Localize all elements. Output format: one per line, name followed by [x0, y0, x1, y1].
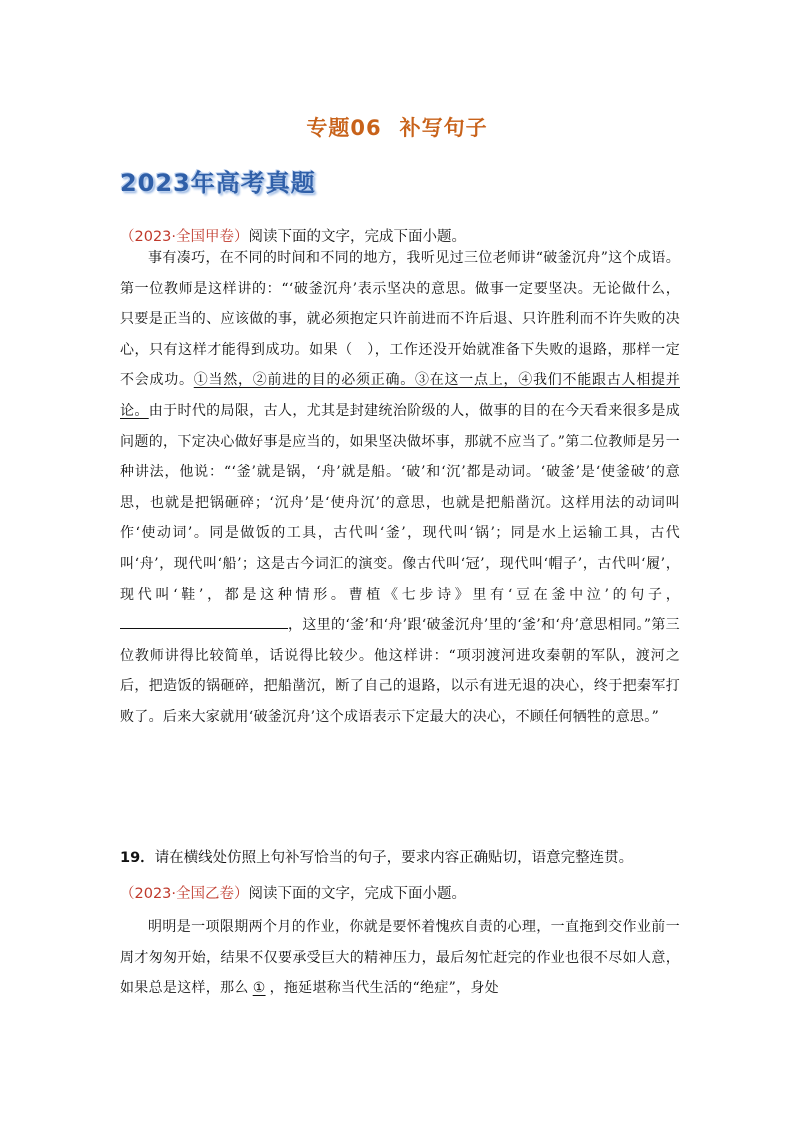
page-title	[0, 112, 794, 142]
passage-text: ，这里的‘釜’和‘舟’跟‘破釜沉舟’里的‘釜’和‘舟’意思相同。”第三位教师讲得比较简单，话说得比较少。他这样讲：“项羽渡河进攻秦朝的军队，渡河之后，把造饭的锅砸碎，把船凿沉，断了自己的退路，以示有进无退的决心，终于把秦军打败了。后来大家就用‘破釜沉舟’这个成语表示下定最大的决心，不顾任何牺牲的意思。”	[120, 617, 680, 725]
underlined-sentences: ①当然，②前进的目的必须正确。③在这一点上，④我们不能跟古人相提并论。	[120, 372, 680, 419]
question-number: 19．	[120, 850, 155, 866]
question-instruction: 阅读下面的文字，完成下面小题。	[248, 886, 467, 902]
passage-2-paragraph	[120, 912, 680, 1004]
passage-text: 由于时代的局限，古人，尤其是封建统治阶级的人，做事的目的在今天看来很多是成问题的，下定决心做好事是应当的，如果坚决做坏事，那就不应当了。”第二位教师是另一种讲法，他说：“‘釜’就是锅，‘舟’就是船。‘破’和‘沉’都是动词。‘破釜’是‘使釜破’的意思，也就是把锅砸碎；‘沉舟’是‘使舟沉’的意思，也就是把船凿沉。这样用法的动词叫作‘使动词’。同是做饭的工具，古代叫‘釜’，现代叫‘锅’；同是水上运输工具，古代叫‘舟’，现代叫‘船’；这是古今词汇的演变。像古代叫‘冠’，现代叫‘帽子’，古代叫‘履’，现代叫‘鞋’，都是这种情形。曹植《七步诗》里有‘豆在釜中泣’的句子，	[120, 402, 680, 603]
section-heading: 2023年高考真题	[120, 169, 316, 197]
passage-2	[120, 912, 680, 1004]
question-19	[120, 846, 690, 867]
passage-text: 明明是一项限期两个月的作业，你就是要怀着愧疚自责的心理，一直拖到交作业前一周才匆匆开始，结果不仅要承受巨大的精神压力，最后匆忙赶完的作业也很不尽如人意，如果总是这样，那么	[120, 919, 680, 997]
question-text: 请在横线处仿照上句补写恰当的句子，要求内容正确贴切，语意完整连贯。	[154, 850, 634, 866]
question-source: （2023·全国甲卷）	[120, 229, 249, 245]
question-header-2	[120, 882, 466, 903]
question-instruction: 阅读下面的文字，完成下面小题。	[248, 229, 467, 245]
passage-text: 事有凑巧，在不同的时间和不同的地方，我听见过三位老师讲“破釜沉舟”这个成语。第一位教师是这样讲的：“‘破釜沉舟’表示坚决的意思。做事一定要坚决。无论做什么，只要是正当的、应该做的事，就必须抱定只许前进而不许后退、只许胜利而不许失败的决心，只有这样才能得到成功。如果（ ），工作还没开始就准备下失败的退路，那样一定不会成功。	[120, 250, 680, 389]
title-number: 专题06	[306, 116, 382, 140]
question-source: （2023·全国乙卷）	[120, 886, 249, 902]
passage-1	[120, 243, 680, 733]
passage-1-paragraph	[120, 243, 680, 733]
blank-marker: ①	[252, 980, 266, 997]
passage-text: ，拖延堪称当代生活的“绝症”，身处	[269, 980, 499, 997]
title-text: 补写句子	[399, 116, 488, 140]
answer-blank[interactable]	[120, 614, 288, 629]
